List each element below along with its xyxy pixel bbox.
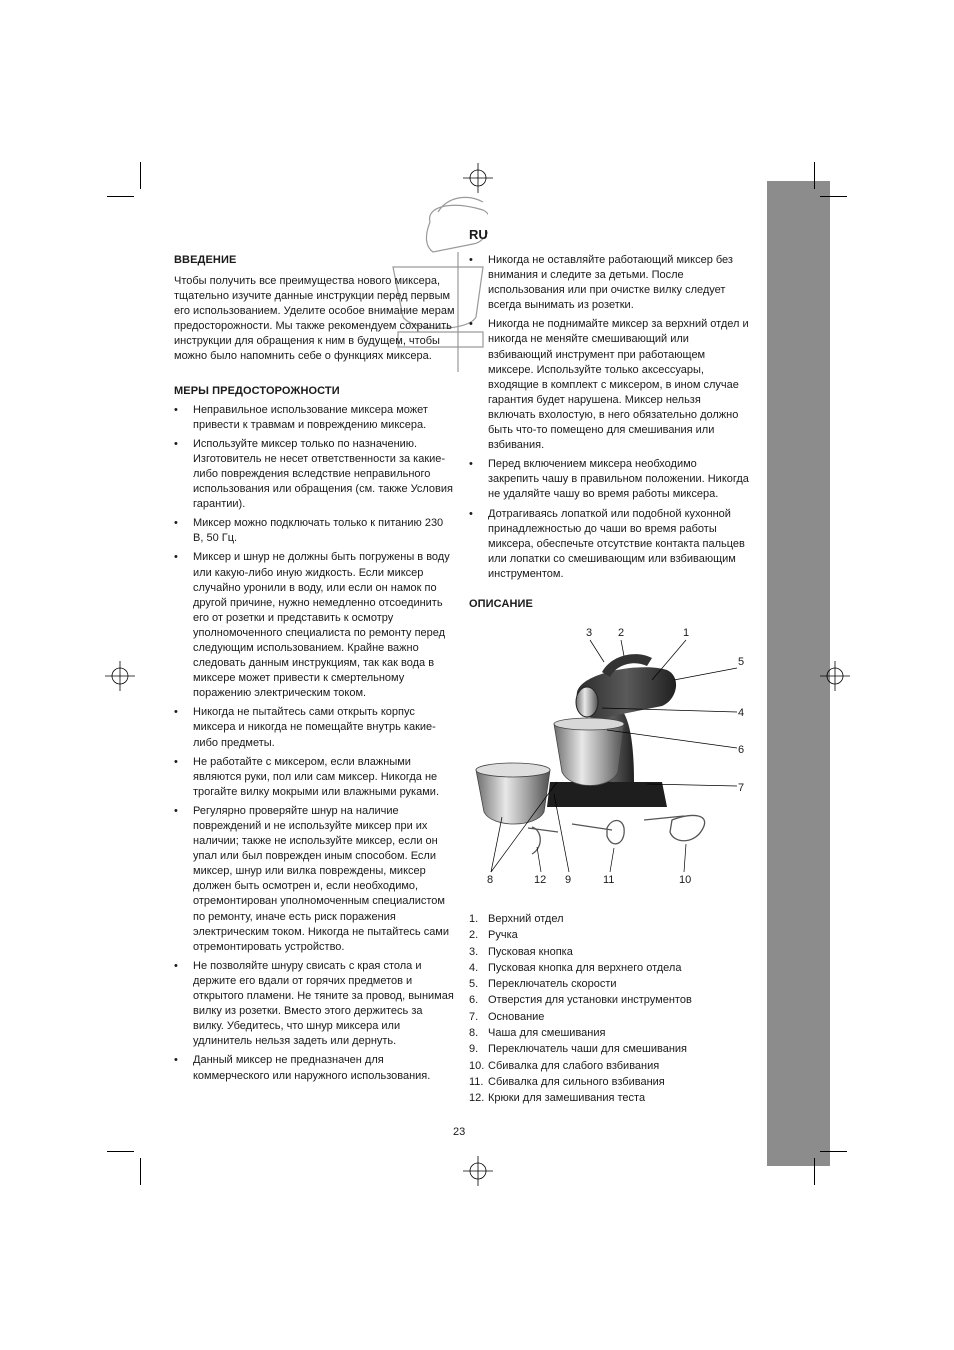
list-item: • Неправильное использование миксера может привести к травмам и повреждению миксера. <box>174 403 428 431</box>
crop-mark <box>107 196 134 197</box>
list-item: 7. Основание <box>469 1010 545 1023</box>
registration-mark-icon <box>820 661 850 691</box>
safety-list-continued <box>469 253 749 582</box>
list-item: • Не работайте с миксером, если влажными являются руки, пол или сам миксер. Никогда не трогайте вилку мокрыми или влажными руками. <box>174 755 439 798</box>
list-item: 5. Переключатель скорости <box>469 978 617 991</box>
intro-heading: ВВЕДЕНИЕ <box>174 254 237 266</box>
page-number: 23 <box>453 1126 466 1138</box>
list-item: 11. Сбивалка для сильного взбивания <box>469 1075 665 1088</box>
callout-label: 2 <box>618 627 625 639</box>
list-item: • Регулярно проверяйте шнур на наличие повреждений и не используйте миксер при их наличии; также не используйте миксер, если он упал или был поврежден иным способом. Если миксер, шнур или вилка повреждены, миксер должен быть осмотрен и, если необходимо, отремонтирован уполномоченным специалистом по ремонту, иначе есть риск поражения электрическим током. Никогда не пытайтесь сами отремонтировать устройство. <box>174 804 450 953</box>
list-item: 6. Отверстия для установки инструментов <box>469 994 692 1007</box>
safety-heading: МЕРЫ ПРЕДОСТОРОЖНОСТИ <box>174 384 340 397</box>
list-item: 9. Переключатель чаши для смешивания <box>469 1043 687 1056</box>
list-item: • Перед включением миксера необходимо закрепить чашу в правильном положении. Никогда не удаляйте чашу во время работы миксера. <box>469 458 749 501</box>
callout-label: 10 <box>679 874 692 886</box>
description-heading: ОПИСАНИЕ <box>469 597 533 610</box>
mixer-diagram <box>462 622 752 892</box>
registration-mark-icon <box>463 1156 493 1186</box>
callout-label: 11 <box>603 874 615 886</box>
safety-list <box>174 403 456 1084</box>
crop-mark <box>820 196 847 197</box>
list-item: • Миксер можно подключать только к питанию 230 В, 50 Гц. <box>174 517 444 545</box>
right-column <box>469 227 749 610</box>
callout-label: 1 <box>683 627 690 639</box>
crop-mark <box>814 1158 815 1185</box>
callout-label: 6 <box>738 744 745 756</box>
list-item: • Никогда не пытайтесь сами открыть корпус миксера и никогда не помещайте внутрь какие-либо предметы. <box>174 706 436 749</box>
crop-mark <box>820 1151 847 1152</box>
crop-mark <box>814 162 815 189</box>
parts-list <box>469 911 749 1107</box>
list-item: • Никогда не поднимайте миксер за верхний отдел и никогда не меняйте смешивающий или взбивающий инструмент при работающем миксере. Используйте только аксессуары, входящие в комплект с миксером, в ином случае гарантия будет нарушена. Миксер нельзя включать вхолостую, в него обязательно должно быть что-то помещено для смешивания или взбивания. <box>469 318 749 452</box>
list-item: 12. Крюки для замешивания теста <box>469 1092 646 1105</box>
list-item: • Данный миксер не предназначен для коммерческого или наружного использования. <box>174 1054 431 1082</box>
language-label: RU <box>469 227 488 242</box>
list-item: 3. Пусковая кнопка <box>469 945 573 958</box>
list-item: 8. Чаша для смешивания <box>469 1027 606 1040</box>
callout-label: 4 <box>738 707 745 719</box>
list-item: 1. Верхний отдел <box>469 913 564 925</box>
list-item: • Миксер и шнур не должны быть погружены в воду или какую-либо иную жидкость. Если миксер случайно уронили в воду, или если он намок по другой причине, нужно немедленно отсоединить его от розетки и представить к осмотру уполномоченного специалиста по ремонту перед следующим использованием. Крайне важно следовать данным инструкциям, так как вода в миксере может привести к смертельному поражению электрическим током. <box>174 551 450 700</box>
registration-mark-icon <box>105 661 135 691</box>
list-item: • Никогда не оставляйте работающий миксер без внимания и следите за детьми. После использования или при очистке вилку следует всегда вынимать из розетки. <box>469 254 733 312</box>
callout-label: 12 <box>534 874 547 886</box>
left-column <box>174 254 456 1088</box>
callout-label: 7 <box>738 782 745 794</box>
list-item: • Дотрагиваясь лопаткой или подобной кухонной принадлежностью до чаши во время работы миксера, обеспечьте отсутствие контакта пальцев или лопатки со смешивающим или взбивающим инструментом. <box>469 507 745 580</box>
callout-label: 3 <box>586 627 593 639</box>
callout-label: 5 <box>738 656 745 668</box>
callout-label: 9 <box>565 874 572 886</box>
crop-mark <box>107 1151 134 1152</box>
callout-label: 8 <box>487 874 494 886</box>
list-item: 2. Ручка <box>469 929 518 942</box>
list-item: 10. Сбивалка для слабого взбивания <box>469 1059 660 1072</box>
list-item: • Не позволяйте шнуру свисать с края стола и держите его вдали от горячих предметов и открытого пламени. Не тяните за провод, вынимая вилку из розетки. Вместо этого держитесь за вилку. Убедитесь, что шнур миксера или удлинитель нельзя задеть или дернуть. <box>174 959 454 1048</box>
list-item: • Используйте миксер только по назначению. Изготовитель не несет ответственности за какие-либо повреждения вследствие неправильного использования или обращения (см. также Условия гарантии). <box>174 437 453 511</box>
intro-text: Чтобы получить все преимущества нового миксера, тщательно изучите данные инструкции перед первым его использованием. Уделите особое внимание мерам предосторожности. Мы также рекомендуем сохранить инструкции для обращения к ним в будущем, чтобы можно было напомнить себе о функциях миксера. <box>174 275 455 363</box>
crop-mark <box>140 1158 141 1185</box>
list-item: 4. Пусковая кнопка для верхнего отдела <box>469 961 682 974</box>
crop-mark <box>140 162 141 189</box>
